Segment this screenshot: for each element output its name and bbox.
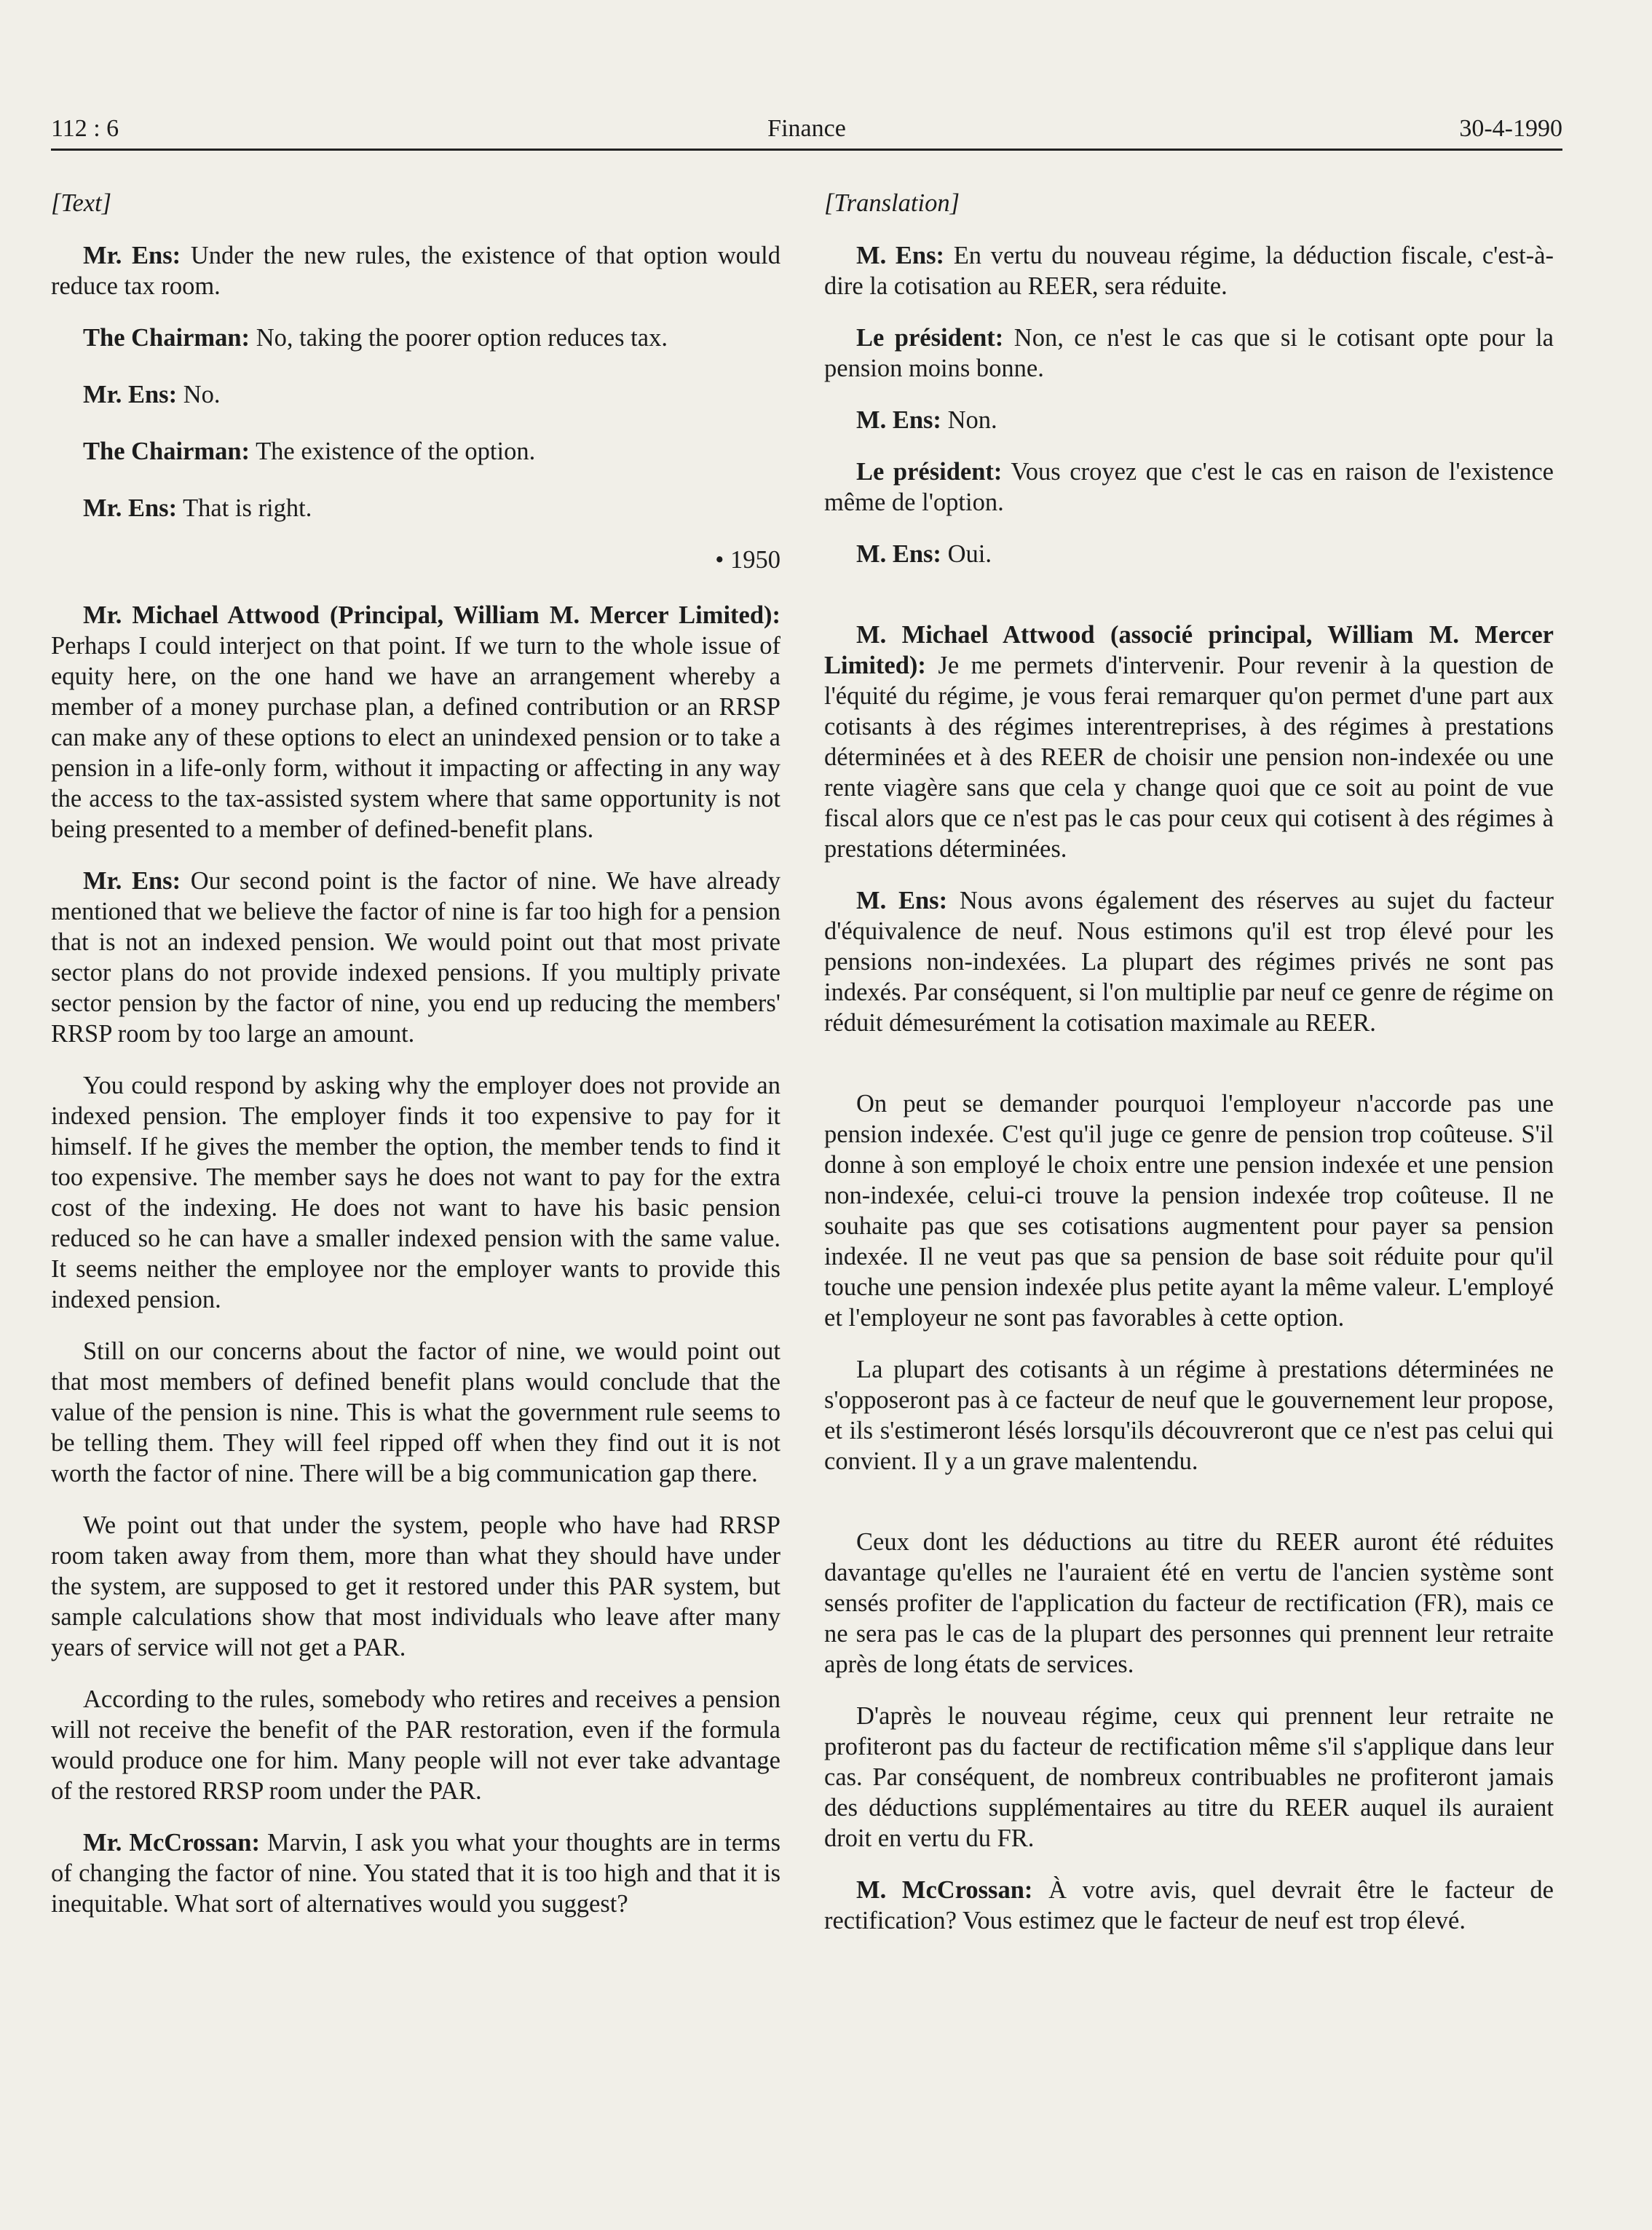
paragraph: Mr. Ens: Under the new rules, the existence of that option would reduce tax room. <box>51 242 780 300</box>
paragraph: Mr. Ens: That is right. <box>83 494 312 522</box>
paragraph: M. Ens: Nous avons également des réserves au sujet du facteur d'équivalence de neuf. Nous estimons qu'il est trop élevé pour les pensions non-indexées. La plupart des régimes privés ne sont pas indexés. Par conséquent, si l'on multiplie par neuf ce genre de régime on réduit démesurément la cotisation maximale au REER. <box>824 887 1554 1037</box>
page-header <box>51 108 1562 151</box>
page-title: Finance <box>767 115 846 142</box>
paragraph: La plupart des cotisants à un régime à prestations déterminées ne s'opposeront pas à ce facteur de neuf que le gouvernement leur propose, et ils s'estimeront lésés lorsqu'ils découvreront que ce n'est pas celui qui convient. Il y a un grave malentendu. <box>824 1356 1554 1475</box>
paragraph: Mr. McCrossan: Marvin, I ask you what your thoughts are in terms of changing the factor of nine. You stated that it is too high and that it is inequitable. What sort of alternatives would you suggest? <box>51 1829 780 1918</box>
spacer <box>824 590 1554 620</box>
spacer <box>824 1059 1554 1088</box>
page-date: 30-4-1990 <box>1459 115 1562 142</box>
paragraph: D'après le nouveau régime, ceux qui prennent leur retraite ne profiteront pas du facteur de rectification même s'il s'applique dans leur cas. Par conséquent, de nombreux contribuables ne profiteront jamais des déductions supplémentaires au titre du REER auquel ils auraient droit en vertu du FR. <box>824 1702 1554 1852</box>
page-number: 112 : 6 <box>51 115 119 142</box>
paragraph: On peut se demander pourquoi l'employeur n'accorde pas une pension indexée. C'est qu'il juge ce genre de pension trop coûteuse. S'il donne à son employé le choix entre une pension indexée et une pension non-indexée, celui-ci trouve la pension indexée trop coûteuse. Il ne souhaite pas que ses cotisations augmentent pour payer sa pension indexée. Il ne veut pas que sa pension de base soit réduite pour qu'il touche une pension indexée plus petite ayant la même valeur. L'employé et l'employeur ne sont pas favorables à cette option. <box>824 1090 1554 1332</box>
paragraph: Mr. Ens: No. <box>83 381 221 408</box>
french-column <box>824 188 1554 1957</box>
paragraph: You could respond by asking why the employer does not provide an indexed pension. The employer finds it too expensive to pay for it himself. If he gives the member the option, the member tends to find it too expensive. The member says he does not want to pay for the extra cost of the indexing. He does not want to have his basic pension reduced so he can have a smaller indexed pension with the same value. It seems neither the employee nor the employer wants to provide this indexed pension. <box>51 1072 780 1313</box>
paragraph: M. Michael Attwood (associé principal, William M. Mercer Limited): Je me permets d'intervenir. Pour revenir à la question de l'équité du régime, je vous ferai remarquer qu'on permet d'une part aux cotisants à des régimes interentreprises, à des régimes à prestations déterminées et à des REER de choisir une pension non-indexée ou une rente viagère sans que cela y change quoi que ce soit au point de vue fiscal alors que ce n'est pas le cas pour ceux qui cotisent à des régimes à prestations déterminées. <box>824 621 1554 863</box>
paragraph: Mr. Michael Attwood (Principal, William M. Mercer Limited): Perhaps I could interject on that point. If we turn to the whole issue of equity here, on the one hand we have an arrangement whereby a member of a money purchase plan, a defined contribution or an RRSP can make any of these options to elect an unindexed pension or to take a pension in a life-only form, without it impacting or affecting in any way the access to the tax-assisted system where that same opportunity is not being presented to a member of defined-benefit plans. <box>51 601 780 843</box>
paragraph: Le président: Non, ce n'est le cas que si le cotisant opte pour la pension moins bonne. <box>824 324 1554 382</box>
paragraph: M. Ens: Oui. <box>856 540 992 568</box>
paragraph: M. McCrossan: À votre avis, quel devrait être le facteur de rectification? Vous estimez que le facteur de neuf est trop élevé. <box>824 1876 1554 1934</box>
paragraph: M. Ens: En vertu du nouveau régime, la déduction fiscale, c'est-à-dire la cotisation au REER, sera réduite. <box>824 242 1554 300</box>
text-tag: [Text] <box>51 189 112 217</box>
paragraph: Le président: Vous croyez que c'est le cas en raison de l'existence même de l'option. <box>824 458 1554 516</box>
paragraph: The Chairman: No, taking the poorer option reduces tax. <box>83 324 668 352</box>
translation-tag: [Translation] <box>824 189 960 217</box>
time-stamp: • 1950 <box>715 546 780 574</box>
paragraph: Mr. Ens: Our second point is the factor of nine. We have already mentioned that we believe the factor of nine is far too high for a pension that is not an indexed pension. We would point out that most private sector plans do not provide indexed pensions. If you multiply private sector pension by the factor of nine, you end up reducing the members' RRSP room by too large an amount. <box>51 867 780 1048</box>
paragraph: Still on our concerns about the factor of nine, we would point out that most members of defined benefit plans would conclude that the value of the pension is nine. This is what the government rule seems to be telling them. They will feel ripped off when they find out it is not worth the factor of nine. There will be a big communication gap there. <box>51 1337 780 1487</box>
paragraph: The Chairman: The existence of the option. <box>83 438 536 465</box>
english-column <box>51 188 780 1940</box>
paragraph: M. Ens: Non. <box>856 406 997 434</box>
paragraph: We point out that under the system, people who have had RRSP room taken away from them, more than what they should have under the system, are supposed to get it restored under this PAR system, but sample calculations show that most individuals who leave after many years of service will not get a PAR. <box>51 1511 780 1661</box>
spacer <box>824 1498 1554 1527</box>
paragraph: According to the rules, somebody who retires and receives a pension will not receive the benefit of the PAR restoration, even if the formula would produce one for him. Many people will not ever take advantage of the restored RRSP room under the PAR. <box>51 1685 780 1805</box>
paragraph: Ceux dont les déductions au titre du REER auront été réduites davantage qu'elles ne l'auraient été en vertu de l'ancien système sont sensés profiter de l'application du facteur de rectification (FR), mais ce ne sera pas le cas de la plupart des personnes qui prennent leur retraite après de long états de services. <box>824 1528 1554 1678</box>
